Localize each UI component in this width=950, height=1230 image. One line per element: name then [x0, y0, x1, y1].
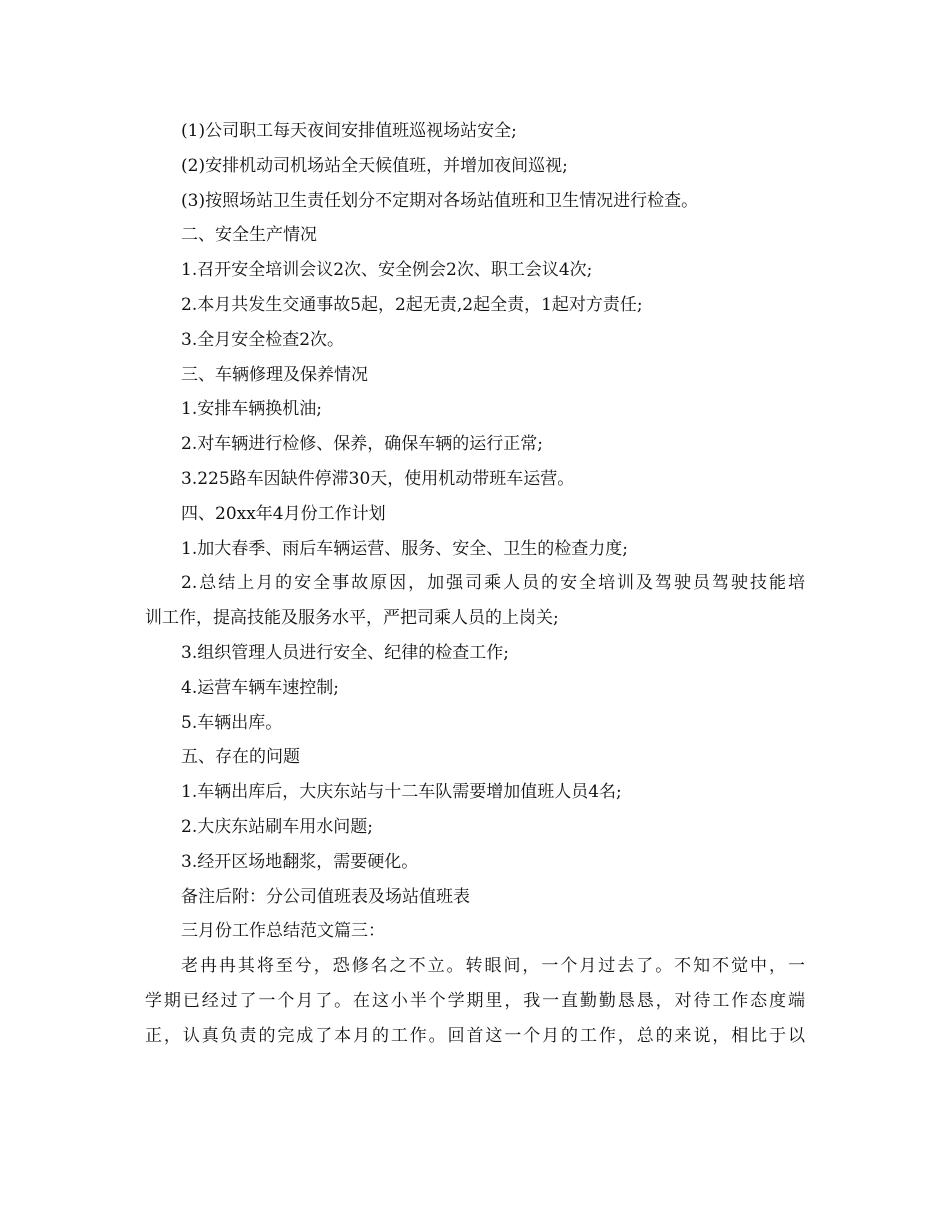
- text-line: 2.总结上月的安全事故原因，加强司乘人员的安全培训及驾驶员驾驶技能培: [181, 573, 805, 594]
- text-line: 3.全月安全检查2次。: [181, 329, 345, 350]
- text-line: (1)公司职工每天夜间安排值班巡视场站安全;: [181, 121, 517, 141]
- text-line: 1.召开安全培训会议2次、安全例会2次、职工会议4次;: [181, 260, 593, 281]
- text-line: 3.经开区场地翻浆，需要硬化。: [181, 851, 419, 872]
- text-line: 1.加大春季、雨后车辆运营、服务、安全、卫生的检查力度;: [181, 538, 628, 559]
- text-line: 2.本月共发生交通事故5起，2起无责,2起全责，1起对方责任;: [181, 294, 643, 315]
- text-line: 4.运营车辆车速控制;: [181, 677, 339, 698]
- section-heading: 四、20xx年4月份工作计划: [181, 503, 386, 524]
- text-line: 3.组织管理人员进行安全、纪律的检查工作;: [181, 642, 509, 663]
- text-line: 2.对车辆进行检修、保养，确保车辆的运行正常;: [181, 434, 543, 455]
- text-line: (2)安排机动司机场站全天候值班，并增加夜间巡视;: [181, 155, 568, 176]
- document-body: [145, 114, 805, 1054]
- paragraph-line: 正，认真负责的完成了本月的工作。回首这一个月的工作，总的来说，相比于以: [145, 1025, 805, 1046]
- section-heading: 五、存在的问题: [181, 747, 300, 768]
- text-line: 1.安排车辆换机油;: [181, 399, 322, 420]
- paragraph-line: 学期已经过了一个月了。在这小半个学期里，我一直勤勤恳恳，对待工作态度端: [145, 990, 805, 1011]
- paragraph-line: 老冉冉其将至兮，恐修名之不立。转眼间，一个月过去了。不知不觉中，一: [181, 956, 805, 977]
- text-line: 5.车辆出库。: [181, 712, 283, 733]
- text-line: 1.车辆出库后，大庆东站与十二车队需要增加值班人员4名;: [181, 782, 622, 803]
- section-heading: 二、安全生产情况: [181, 225, 317, 246]
- note-line: 备注后附：分公司值班表及场站值班表: [181, 886, 470, 907]
- article-title: 三月份工作总结范文篇三：: [181, 921, 385, 942]
- text-line: 训工作，提高技能及服务水平，严把司乘人员的上岗关;: [145, 608, 559, 629]
- text-line: 2.大庆东站刷车用水问题;: [181, 816, 373, 837]
- text-line: (3)按照场站卫生责任划分不定期对各场站值班和卫生情况进行检查。: [181, 190, 699, 211]
- section-heading: 三、车辆修理及保养情况: [181, 364, 368, 385]
- text-line: 3.225路车因缺件停滞30天，使用机动带班车运营。: [181, 468, 575, 489]
